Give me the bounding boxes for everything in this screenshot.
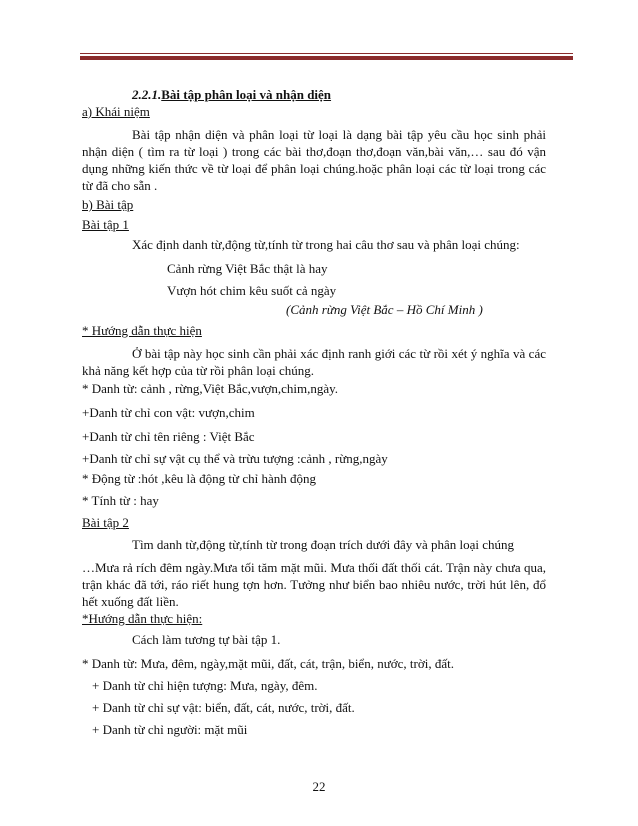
ex2-guide-text: Cách làm tương tự bài tập 1. [132,632,281,647]
ex2-nouns-line: * Danh từ: Mưa, đêm, ngày,mặt mũi, đất, cát, trận, biển, nước, trời, đất. [82,656,454,671]
ex1-title: Bài tập 1 [82,217,129,232]
ex2-passage: …Mưa rả rích đêm ngày.Mưa tối tăm mặt mũi. Mưa thối đất thối cát. Trận này chưa qua, trận khác đã tới, ráo riết hung tợn hơn. Tưởng như biển bao nhiêu nước, trời hút lên, đổ hết xuống đất liền. [82,560,546,609]
concept-heading: a) Khái niệm [82,104,150,119]
ex1-line: * Danh từ: cảnh , rừng,Việt Bắc,vượn,chim,ngày. [82,381,338,396]
ex2-sub-line: + Danh từ chỉ người: mặt mũi [92,722,248,737]
ex1-line: +Danh từ chỉ tên riêng : Việt Bắc [82,429,255,444]
ex1-line: +Danh từ chỉ sự vật cụ thể và trừu tượng :cảnh , rừng,ngày [82,451,388,466]
section-title: Bài tập phân loại và nhận diện [161,87,332,102]
ex1-poem-line-1: Cảnh rừng Việt Bắc thật là hay [167,261,328,276]
ex1-guide-heading: * Hướng dẫn thực hiện [82,323,202,338]
section-heading [82,86,546,103]
ex1-poem-source: (Cảnh rừng Việt Bắc – Hồ Chí Minh ) [286,302,483,317]
ex2-guide-heading: *Hướng dẫn thực hiện: [82,611,203,626]
page-number: 22 [312,779,326,794]
ex2-prompt: Tìm danh từ,động từ,tính từ trong đoạn trích dưới đây và phân loại chúng [132,537,515,552]
ex1-prompt: Xác định danh từ,động từ,tính từ trong hai câu thơ sau và phân loại chúng: [132,237,520,252]
exercises-heading: b) Bài tập [82,197,134,212]
concept-text: Bài tập nhận diện và phân loại từ loại là dạng bài tập yêu cầu học sinh phải nhận diện ( tìm ra từ loại ) trong các bài thơ,đoạn thơ,đoạn văn,bài văn,… sau đó vận dụng những kiến thức về từ loại để phân loại chúng.hoặc phân loại các từ loại trong các từ đã cho sẵn . [82,127,546,193]
header-rule-thick [80,56,573,60]
header-rule-thin [80,53,573,54]
ex2-sub-line: + Danh từ chỉ hiện tượng: Mưa, ngày, đêm. [92,678,318,693]
ex1-line: * Động từ :hót ,kêu là động từ chỉ hành động [82,471,316,486]
ex2-title: Bài tập 2 [82,515,129,530]
ex1-guide-text: Ở bài tập này học sinh cần phải xác định ranh giới các từ rồi xét ý nghĩa và các khả năng kết hợp của từ rồi phân loại chúng. [82,346,546,378]
ex1-poem-line-2: Vượn hót chim kêu suốt cả ngày [167,283,337,298]
ex1-line: +Danh từ chỉ con vật: vượn,chim [82,405,255,420]
ex1-line: * Tính từ : hay [82,493,159,508]
ex2-sub-line: + Danh từ chỉ sự vật: biển, đất, cát, nước, trời, đất. [92,700,355,715]
section-number: 2.2.1. [132,87,162,102]
